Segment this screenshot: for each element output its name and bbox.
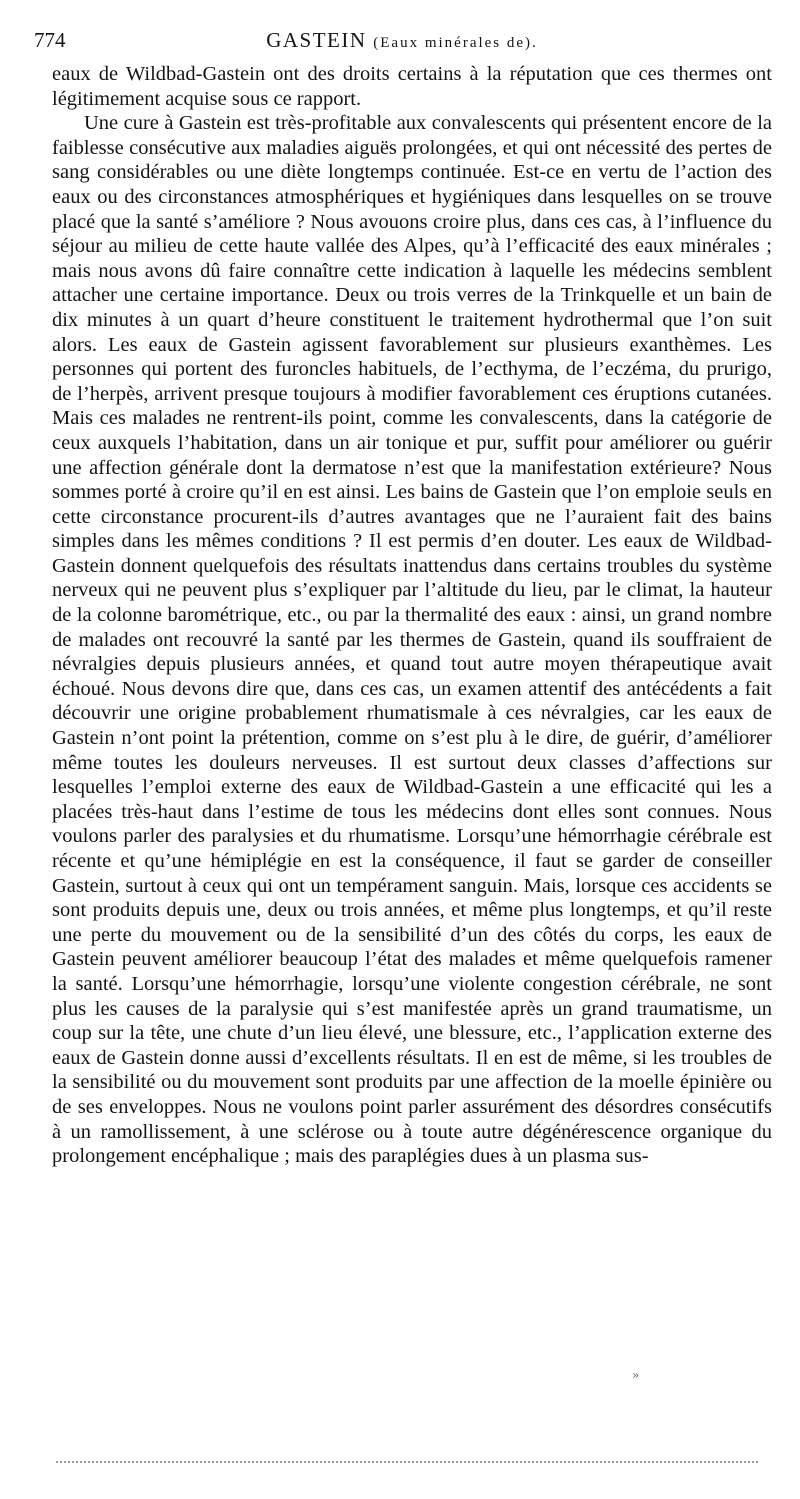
- paragraph-main: Une cure à Gastein est très-profitable aux convalescents qui présentent encore de la faiblesse consécutive aux maladies aiguës prolongées, et qui ont nécessité des pertes de sang considérables ou une diète longtemps continuée. Est-ce en vertu de l’action des eaux ou des circonstances atmosphériques et hygiéniques dans lesquelles on se trouve placé que la santé s’améliore ? Nous avouons croire plus, dans ces cas, à l’influence du séjour au milieu de cette haute vallée des Alpes, qu’à l’efficacité des eaux minérales ; mais nous avons dû faire connaître cette indication à laquelle les médecins semblent attacher une certaine importance. Deux ou trois verres de la Trinkquelle et un bain de dix minutes à un quart d’heure constituent le traitement hydrothermal que l’on suit alors. Les eaux de Gastein agissent favorablement sur plusieurs exanthèmes. Les personnes qui portent des furoncles habituels, de l’ecthyma, de l’eczéma, du prurigo, de l’herpès, arrivent presque toujours à modifier favorablement ces éruptions cutanées. Mais ces malades ne rentrent-ils point, comme les convalescents, dans la catégorie de ceux auxquels l’habitation, dans un air tonique et pur, suffit pour améliorer ou guérir une affection générale dont la dermatose n’est que la manifestation extérieure? Nous sommes porté à croire qu’il en est ainsi. Les bains de Gastein que l’on emploie seuls en cette circonstance procurent-ils d’autres avantages que ne l’auraient fait des bains simples dans les mêmes conditions ? Il est permis d’en douter. Les eaux de Wildbad-Gastein donnent quelquefois des résultats inattendus dans certains troubles du système nerveux qui ne peuvent plus s’expliquer par l’altitude du lieu, par le climat, la hauteur de la colonne barométrique, etc., ou par la thermalité des eaux : ainsi, un grand nombre de malades ont recouvré la santé par les thermes de Gastein, quand ils souffraient de névralgies depuis plusieurs années, et quand tout autre moyen thérapeutique avait échoué. Nous devons dire que, dans ces cas, un examen attentif des antécédents a fait découvrir une origine probablement rhumatismale à ces névralgies, car les eaux de Gastein n’ont point la prétention, comme on s’est plu à le dire, de guérir, d’améliorer même toutes les douleurs nerveuses. Il est surtout deux classes d’affections sur lesquelles l’emploi externe des eaux de Wildbad-Gastein a une efficacité qui les a placées très-haut dans l’estime de tous les médecins dont elles sont connues. Nous voulons parler des paralysies et du rhumatisme. Lorsqu’une hémorrhagie cérébrale est récente et qu’une hémiplégie en est la conséquence, il faut se garder de conseiller Gastein, surtout à ceux qui ont un tempérament sanguin. Mais, lorsque ces accidents se sont produits depuis une, deux ou trois années, et même plus longtemps, et qu’il reste une perte du mouvement ou de la sensibilité d’un des côtés du corps, les eaux de Gastein peuvent améliorer beaucoup l’état des malades et même quelquefois ramener la santé. Lorsqu’une hémorrhagie, lorsqu’une violente congestion cérébrale, ne sont plus les causes de la paralysie qui s’est manifestée après un grand traumatisme, un coup sur la tête, une chute d’un lieu élevé, une blessure, etc., l’application externe des eaux de Gastein donne aussi d’excellents résultats. Il en est de même, si les troubles de la sensibilité ou du mouvement sont produits par une affection de la moelle épinière ou de ses enveloppes. Nous ne voulons point parler assurément des désordres consécutifs à un ramollissement, à une sclérose ou à toute autre dégénérescence organique du prolongement encéphalique ; mais des paraplégies dues à un plasma sus-: [52, 112, 772, 1168]
- page-number: 774: [34, 28, 66, 52]
- running-title: [34, 28, 770, 53]
- footer-dotted-rule: [56, 1461, 758, 1463]
- stray-print-mark: »: [632, 1368, 640, 1382]
- running-title-main: GASTEIN: [266, 28, 367, 52]
- page-header: [34, 28, 770, 58]
- body-text: [52, 62, 772, 1169]
- running-title-sub: (Eaux minérales de).: [373, 35, 538, 51]
- paragraph-continuation: eaux de Wildbad-Gastein ont des droits certains à la réputation que ces thermes ont légitimement acquise sous ce rapport.: [52, 63, 772, 110]
